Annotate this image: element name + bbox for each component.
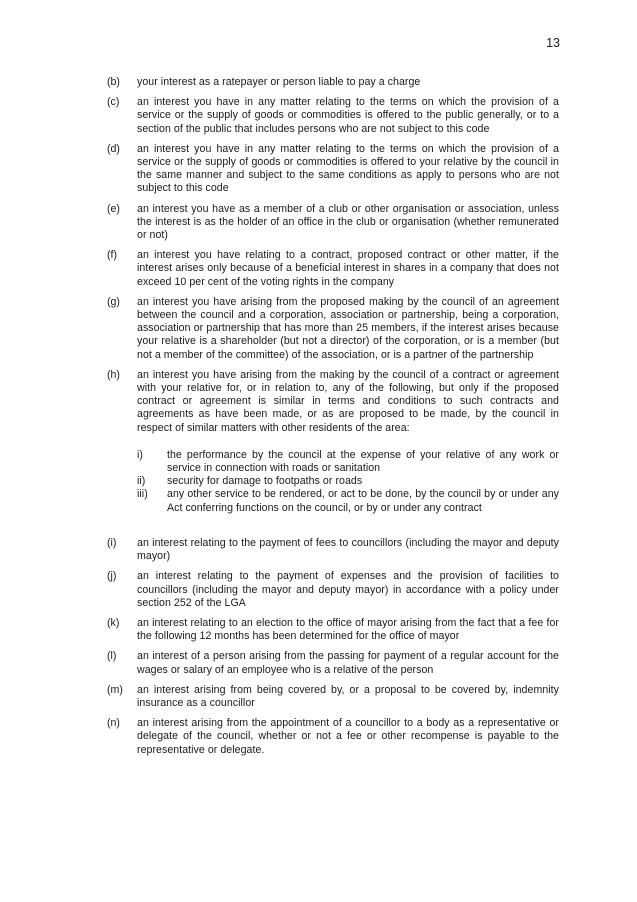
list-item-f [107, 249, 559, 289]
sub-item-marker: i) [137, 448, 143, 461]
list-item-k [107, 617, 559, 643]
sub-item-marker: ii) [137, 475, 146, 488]
list-item-c [107, 96, 559, 136]
item-marker: (i) [107, 536, 117, 549]
sub-item-text: any other service to be rendered, or act to be done, by the council by or under any Act conferring functions on the council, or by or under any contract [167, 488, 559, 514]
list-item-g [107, 296, 559, 362]
item-marker: (h) [107, 368, 120, 381]
item-text: an interest relating to an election to the office of mayor arising from the fact that a fee for the following 12 months has been determined for the office of mayor [137, 616, 559, 643]
list-item-j [107, 570, 559, 610]
item-text: an interest you have in any matter relating to the terms on which the provision of a service or the supply of goods or commodities is offered to the public generally, or to a section of the public that includes persons who are not subject to this code [137, 96, 559, 135]
item-text: an interest of a person arising from the passing for payment of a regular account for the wages or salary of an employee who is a relative of the person [137, 650, 559, 676]
item-marker: (l) [107, 650, 117, 663]
item-marker: (f) [107, 249, 117, 262]
sub-item-text: security for damage to footpaths or roads [167, 475, 363, 488]
sub-item-iii [137, 488, 559, 514]
list-item-d [107, 143, 559, 196]
item-text-block [137, 369, 559, 519]
list-item-h [107, 369, 559, 519]
list-item-n [107, 717, 559, 757]
item-marker: (g) [107, 295, 120, 308]
item-text: an interest you have arising from the proposed making by the council of an agreement between the council and a corporation, association or partnership, being a corporation, association or partnership that has more than 25 members, if the interest arises because your relative is a shareholder (but not a director) of the corporation, or is a member (but not a member of the committee) of the association, or is a partner of the partnership [137, 295, 559, 361]
sub-item-i [137, 449, 559, 475]
item-text: an interest relating to the payment of expenses and the provision of facilities to councillors (including the mayor and deputy mayor) in accordance with a policy under section 252 of the LGA [137, 570, 559, 609]
item-marker: (j) [107, 570, 117, 583]
item-marker: (m) [107, 683, 123, 696]
list-item-m [107, 684, 559, 710]
item-marker: (b) [107, 76, 120, 88]
list-item-b [107, 76, 559, 89]
list-item-l [107, 650, 559, 676]
sub-item-text: the performance by the council at the expense of your relative of any work or service in connection with roads or sanitation [167, 448, 559, 475]
item-marker: (n) [107, 717, 120, 730]
sub-item-marker: iii) [137, 488, 148, 501]
item-text: an interest arising from being covered by, or a proposal to be covered by, indemnity insurance as a councillor [137, 683, 559, 709]
item-text: an interest arising from the appointment of a councillor to a body as a representative or delegate of the council, whether or not a fee or other recompense is payable to the representative or delegate. [137, 717, 559, 756]
item-text: your interest as a ratepayer or person liable to pay a charge [137, 76, 421, 88]
item-marker: (c) [107, 96, 120, 109]
list-item-e [107, 203, 559, 243]
item-text: an interest you have as a member of a club or other organisation or association, unless the interest is as the holder of an office in the club or organisation (whether remunerated or not) [137, 202, 559, 242]
item-marker: (d) [107, 142, 120, 155]
sub-list [137, 449, 559, 515]
item-text: an interest you have relating to a contract, proposed contract or other matter, if the interest arises only because of a beneficial interest in shares in a company that does not exceed 10 per cent of the voting rights in the company [137, 249, 559, 288]
list-item-i [107, 537, 559, 563]
page-number: 13 [546, 36, 560, 50]
sub-item-ii [137, 475, 559, 488]
interest-list [107, 76, 559, 764]
item-marker: (e) [107, 202, 120, 215]
item-text: an interest you have in any matter relating to the terms on which the provision of a service or the supply of goods or commodities is offered to your relative by the council in the same manner and subject to the same conditions as apply to persons who are not subject to this code [137, 142, 559, 195]
item-marker: (k) [107, 616, 120, 629]
item-text: an interest relating to the payment of fees to councillors (including the mayor and deputy mayor) [137, 536, 559, 563]
item-text: an interest you have arising from the making by the council of a contract or agreement with your relative for, or in relation to, any of the following, but only if the proposed contract or agreement is similar in terms and conditions to such contracts and agreements as have been made, or as are proposed to be made, by the council in respect of similar matters with other residents of the area: [137, 368, 559, 434]
